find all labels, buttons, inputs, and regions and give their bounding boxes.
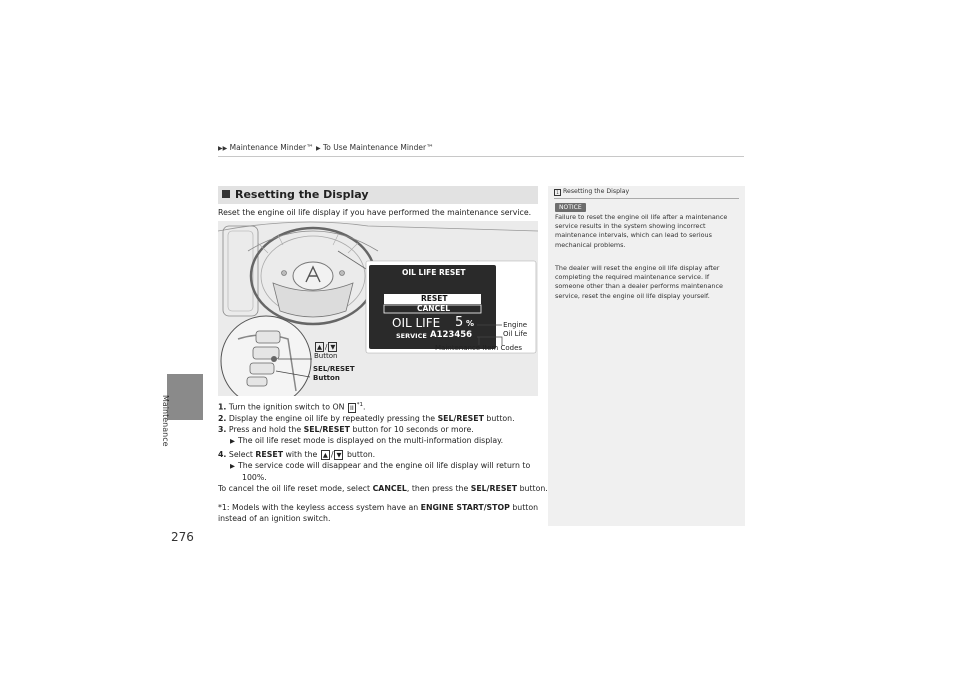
callout-oil-life: Oil Life	[503, 329, 528, 338]
sidebar-line: service results in the system showing incorrect	[555, 222, 706, 231]
display-oil-life-value: 5	[455, 315, 464, 330]
header-divider	[218, 156, 744, 157]
up-arrow-button-icon: ▲	[322, 450, 328, 459]
footnote-text-end: button	[512, 503, 539, 512]
sidebar-heading	[554, 188, 629, 196]
step-3	[218, 424, 548, 435]
display-service-codes: A123456	[430, 330, 473, 340]
button-name: SEL/RESET	[470, 483, 518, 493]
footnote-text-line2: instead of an ignition switch.	[218, 514, 331, 523]
step-text-end: button for 10 seconds or more.	[352, 424, 474, 434]
display-service-label: SERVICE	[396, 332, 427, 340]
breadcrumb-item-2[interactable]: To Use Maintenance Minder™	[322, 143, 434, 152]
step-4: 4. Select RESET with the ▲ / ▼ button.	[218, 449, 376, 459]
steering-wheel-drawing	[218, 221, 538, 396]
result-text: The service code will disappear and the engine oil life display will return to	[238, 460, 531, 470]
display-oil-life-unit: %	[466, 319, 475, 328]
chapter-label: Maintenance	[161, 395, 170, 447]
sidebar-line: Failure to reset the engine oil life after a maintenance	[555, 213, 728, 221]
step-number: 3.	[218, 424, 227, 434]
down-arrow-button-icon: ▼	[330, 343, 336, 351]
step-3-result	[218, 435, 548, 447]
step-text-end: button.	[346, 449, 376, 459]
sidebar-notice-paragraph	[555, 213, 740, 250]
cancel-text-mid: , then press the	[406, 483, 469, 493]
sidebar-divider	[554, 198, 739, 199]
callout-updown-label: Button	[314, 352, 338, 360]
step-text: Press and hold the	[228, 424, 302, 434]
step-number: 1.	[218, 402, 227, 412]
down-arrow-button-icon: ▼	[336, 450, 342, 459]
breadcrumb-item-1[interactable]: Maintenance Minder™	[229, 143, 314, 152]
breadcrumb-arrow-icon: ▶	[315, 145, 321, 152]
up-down-button-callout: ▲ / ▼ Button	[314, 343, 338, 360]
step-text: Display the engine oil life by repeatedly pressing the	[228, 413, 436, 423]
display-oil-life-label: OIL LIFE	[392, 316, 441, 330]
up-arrow-button-icon: ▲	[317, 343, 322, 351]
sel-reset-button-callout	[313, 365, 355, 382]
display-reset-option: RESET	[421, 294, 448, 303]
button-name: SEL/RESET	[437, 413, 484, 423]
reference-box-icon: 1	[554, 189, 561, 196]
engine-oil-life-callout	[503, 321, 527, 338]
result-text-continued: 100%.	[242, 472, 267, 482]
sidebar-dealer-paragraph	[555, 264, 740, 301]
sidebar-line: The dealer will reset the engine oil life display after	[555, 264, 720, 272]
cancel-instruction	[218, 483, 548, 494]
intro-paragraph: Reset the engine oil life display if you have performed the maintenance service.	[218, 208, 532, 217]
step-text-mid: with the	[285, 449, 318, 459]
maintenance-codes-callout: Maintenance Item Codes	[435, 344, 523, 352]
sidebar-line: completing the required maintenance service. If	[555, 273, 710, 282]
footnote-text: *1: Models with the keyless access system have an	[218, 503, 419, 512]
result-arrow-icon: ▶	[230, 461, 235, 470]
breadcrumb-arrow-icon: ▶▶	[218, 145, 228, 152]
sidebar-heading-text: Resetting the Display	[563, 188, 630, 195]
display-screen-title: OIL LIFE RESET	[402, 268, 466, 277]
step-1: 1. Turn the ignition switch to ON II $^{*1}$.	[218, 402, 366, 412]
breadcrumb	[218, 143, 434, 152]
step-text-end: button.	[486, 413, 515, 423]
page-number: 276	[171, 530, 194, 544]
display-cancel-option: CANCEL	[417, 304, 450, 313]
sidebar-line: service, reset the engine oil life display yourself.	[555, 291, 710, 300]
section-title: Resetting the Display	[235, 188, 369, 201]
square-bullet-icon	[222, 190, 230, 198]
callout-sel-line1: SEL/RESET	[313, 365, 355, 373]
result-arrow-icon: ▶	[230, 436, 235, 445]
step-text: Select	[228, 449, 253, 459]
dashboard-illustration	[218, 221, 538, 396]
section-tab	[167, 374, 203, 420]
cancel-text-end: button.	[519, 483, 548, 493]
cancel-text: To cancel the oil life reset mode, select	[218, 483, 371, 493]
notice-badge: NOTICE	[555, 203, 586, 212]
step-text: Turn the ignition switch to ON	[228, 402, 345, 412]
sidebar-line: mechanical problems.	[555, 240, 626, 249]
procedure-steps	[218, 400, 548, 494]
ignition-on-icon: II	[349, 403, 354, 412]
footnote-ref[interactable]: *1	[356, 402, 364, 408]
footnote-button-name: ENGINE START/STOP	[420, 503, 510, 512]
step-number: 2.	[218, 413, 227, 423]
callout-sel-line2: Button	[313, 373, 340, 382]
result-text: The oil life reset mode is displayed on the multi-information display.	[238, 435, 504, 445]
callout-engine: Engine	[503, 321, 528, 329]
footnote	[218, 502, 548, 524]
option-name: RESET	[255, 449, 284, 459]
option-name: CANCEL	[372, 483, 407, 493]
step-number: 4.	[218, 449, 227, 459]
button-name: SEL/RESET	[303, 424, 350, 434]
step-2	[218, 413, 548, 424]
step-4-result	[218, 460, 548, 472]
sidebar-line: someone other than a dealer performs maintenance	[555, 282, 723, 291]
sidebar-line: maintenance intervals, which can lead to serious	[555, 231, 712, 240]
section-heading	[218, 186, 538, 204]
